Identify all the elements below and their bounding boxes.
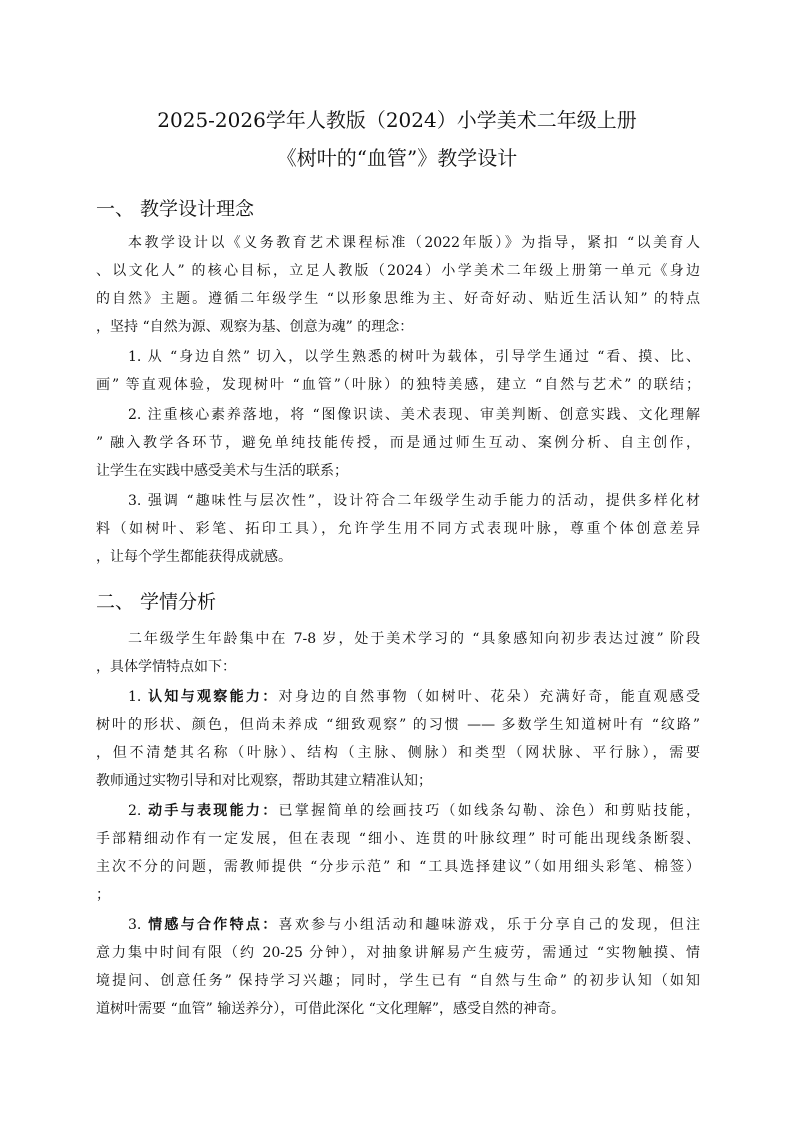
list-item-line: 3. 情感与合作特点：喜欢参与小组活动和趣味游戏，乐于分享自己的发现，但注 [128, 917, 701, 933]
paragraph-line: 的自然》主题。遵循二年级学生 “以形象思维为主、好奇好动、贴近生活认知” 的特点 [96, 291, 700, 307]
list-item-line: ，让每个学生都能获得成就感。 [96, 549, 292, 565]
list-item-keyword: 动手与表现能力： [148, 803, 279, 819]
list-item-text: 对身边的自然事物（如树叶、花朵）充满好奇，能直观感受 [278, 689, 701, 705]
list-item-text: 喜欢参与小组活动和趣味游戏，乐于分享自己的发现，但注 [278, 917, 701, 933]
list-item-line: 1. 从 “身边自然” 切入，以学生熟悉的树叶为载体，引导学生通过 “看、摸、比、 [128, 349, 700, 365]
list-item-line: 让学生在实践中感受美术与生活的联系； [96, 463, 348, 479]
paragraph-line: 、以文化人” 的核心目标，立足人教版（2024）小学美术二年级上册第一单元《身边 [96, 263, 700, 279]
list-item-line: ，但不清楚其名称（叶脉）、结构（主脉、侧脉）和类型（网状脉、平行脉），需要 [96, 745, 700, 761]
document-title-line-1: 2025-2026学年人教版（2024）小学美术二年级上册 [157, 108, 637, 132]
list-item-line: 树叶的形状、颜色，但尚未养成 “细致观察” 的习惯 —— 多数学生知道树叶有 “纹路” [96, 717, 700, 733]
list-item-line: 料（如树叶、彩笔、拓印工具），允许学生用不同方式表现叶脉，尊重个体创意差异 [96, 521, 700, 537]
list-item-line: ” 融入教学各环节，避免单纯技能传授，而是通过师生互动、案例分析、自主创作， [96, 435, 700, 451]
list-item-line: 意力集中时间有限（约 20-25 分钟），对抽象讲解易产生疲劳，需通过 “实物触摸、情 [96, 945, 700, 961]
list-item-line: 1. 认知与观察能力：对身边的自然事物（如树叶、花朵）充满好奇，能直观感受 [128, 689, 701, 705]
list-item-line: 手部精细动作有一定发展，但在表现 “细小、连贯的叶脉纹理” 时可能出现线条断裂、 [96, 831, 700, 847]
list-item-line: 2. 注重核心素养落地，将 “图像识读、美术表现、审美判断、创意实践、文化理解 [128, 407, 700, 423]
list-item-line: 道树叶需要 “血管” 输送养分），可借此深化 “文化理解”，感受自然的神奇。 [96, 1001, 565, 1017]
list-item-line: ； [96, 887, 110, 903]
section-heading-design-concept: 一、 教学设计理念 [96, 198, 255, 220]
list-item-keyword: 认知与观察能力： [148, 689, 279, 705]
list-item-text: 已掌握简单的绘画技巧（如线条勾勒、涂色）和剪贴技能， [278, 803, 701, 819]
list-item-line: 2. 动手与表现能力：已掌握简单的绘画技巧（如线条勾勒、涂色）和剪贴技能， [128, 803, 701, 819]
paragraph-line: ，坚持 “自然为源、观察为基、创意为魂” 的理念： [96, 319, 414, 335]
list-item-line: 主次不分的问题，需教师提供 “分步示范” 和 “工具选择建议”（如用细头彩笔、棉签） [96, 859, 700, 875]
list-item-line: 教师通过实物引导和对比观察，帮助其建立精准认知； [96, 773, 432, 789]
paragraph-line: 二年级学生年龄集中在 7-8 岁，处于美术学习的 “具象感知向初步表达过渡” 阶段 [128, 631, 700, 647]
section-heading-learner-analysis: 二、 学情分析 [96, 591, 217, 613]
list-item-line: 画” 等直观体验，发现树叶 “血管”（叶脉）的独特美感，建立 “自然与艺术” 的联结； [96, 377, 700, 393]
list-item-line: 3. 强调 “趣味性与层次性”，设计符合二年级学生动手能力的活动，提供多样化材 [128, 493, 700, 509]
list-item-line: 境提问、创意任务” 保持学习兴趣；同时，学生已有 “自然与生命” 的初步认知（如知 [96, 973, 700, 989]
paragraph-line: 本教学设计以《义务教育艺术课程标准（2022年版）》为指导，紧扣 “以美育人 [128, 235, 700, 251]
list-item-keyword: 情感与合作特点： [148, 917, 279, 933]
paragraph-line: ，具体学情特点如下： [96, 659, 236, 675]
document-title-line-2: 《树叶的“血管”》教学设计 [276, 146, 518, 170]
